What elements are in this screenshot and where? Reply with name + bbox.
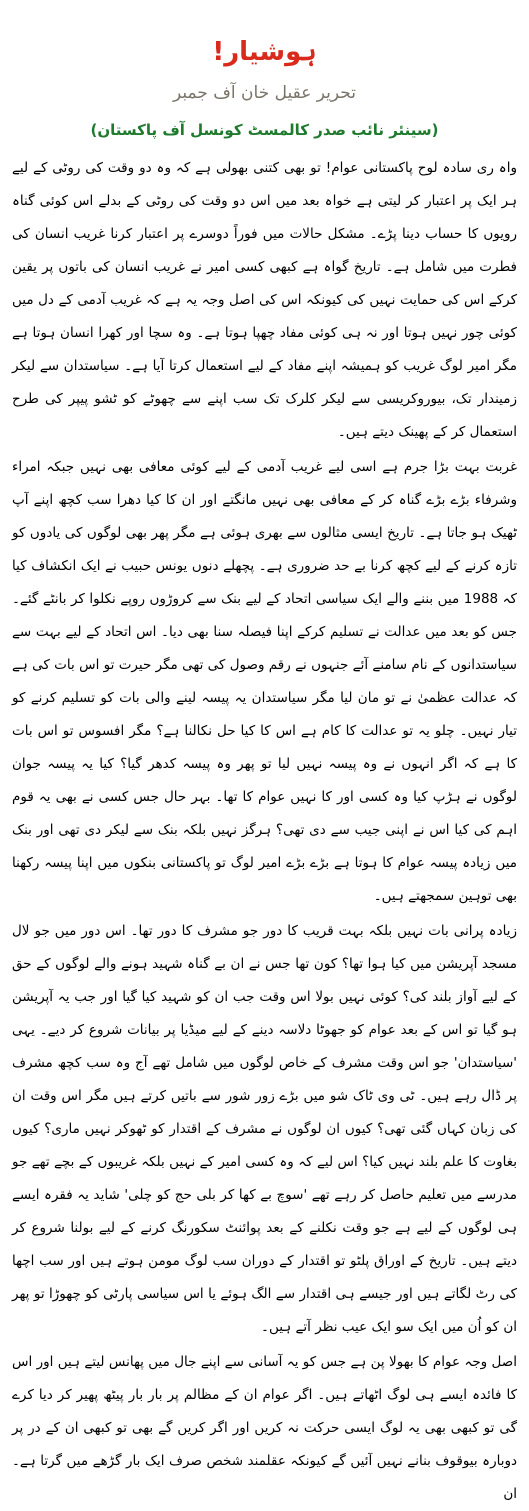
article-title: ہوشیار!	[212, 37, 317, 67]
paragraph-3: زیادہ پرانی بات نہیں بلکہ بہت قریب کا دور جو مشرف کا دور تھا۔ اس دور میں جو لال مسجد آپریشن میں کیا ہوا تھا؟ کون تھا جس نے ان بے گناہ شہید ہونے والے لوگوں کے حق کے لیے آواز بلند کی؟ کوئی نہیں بولا اس وقت جب ان کو شہید کیا گیا اور جب یہ آپریشن ہو گیا تو اس کے بعد عوام کو جھوٹا دلاسہ دینے کے لیے میڈیا پر بیانات شروع کر دیے۔ یہی 'سیاستدان' جو اس وقت مشرف کے خاص لوگوں میں شامل تھے آج وہ سب کچھ مشرف پر ڈال رہے ہیں۔ ٹی وی ٹاک شو میں بڑے زور شور سے باتیں کرتے ہیں مگر اس وقت ان کی زبان کہاں گئی تھی؟ کیوں ان لوگوں نے مشرف کے اقتدار کو ٹھوکر نہیں ماری؟ کیوں بغاوت کا علم بلند نہیں کیا؟ اس لیے کہ وہ کسی امیر کے نہیں بلکہ غریبوں کے بچے تھے جو مدرسے میں تعلیم حاصل کر رہے تھے 'سوچ بے کھا کر بلی حج کو چلی' شاید یہ فقرہ ایسے ہی لوگوں کے لیے ہے جو وقت نکلنے کے بعد پوائنٹ سکورنگ کرنے کے لیے بولنا شروع کر دیتے ہیں۔ تاریخ کے اوراق پلٹو تو اقتدار کے دوران سب لوگ مومن ہوتے ہیں اور سب اچھا کی رٹ لگاتے ہیں اور جیسے ہی اقتدار سے الگ ہوئے یا اس سیاسی پارٹی کو چھوڑا تو پھر ان کو اُن میں ایک سو ایک عیب نظر آتے ہیں۔	[12, 923, 517, 1335]
paragraph-1: واہ ری سادہ لوح پاکستانی عوام! تو بھی کتنی بھولی ہے کہ وہ دو وقت کی روٹی کے لیے ہر ایک پر اعتبار کر لیتی ہے خواہ بعد میں اس دو وقت کی روٹی کے بدلے اس کوئی گناہ رویوں کا حساب دینا پڑے۔ مشکل حالات میں فوراً دوسرے پر اعتبار کرنا غریب انسان کی فطرت میں شامل ہے۔ تاریخ گواہ ہے کبھی کسی امیر نے غریب انسان کی باتوں پر یقین کرکے اس کی حمایت نہیں کی کیونکہ اس کی اصل وجہ یہ ہے کہ غریب آدمی کے دل میں کوئی چور نہیں ہوتا اور نہ ہی کوئی مفاد چھپا ہوتا ہے۔ وہ سچا اور کھرا انسان ہوتا ہے مگر امیر لوگ غریب کو ہمیشہ اپنے مفاد کے لیے استعمال کرتا آیا ہے۔ سیاستدان سے لیکر زمیندار تک، بیوروکریسی سے لیکر کلرک تک سب اپنے سے چھوٹے کو ٹشو پیپر کی طرح استعمال کر کے پھینک دیتے ہیں۔	[12, 160, 517, 440]
paragraph-2: غربت بہت بڑا جرم ہے اسی لیے غریب آدمی کے لیے کوئی معافی بھی نہیں جبکہ امراء وشرفاء بڑے بڑے گناہ کر کے معافی بھی نہیں مانگتے اور ان کا کیا دھرا سب کچھ اپنے آپ ٹھیک ہو جاتا ہے۔ تاریخ ایسی مثالوں سے بھری ہوئی ہے مگر پھر بھی لوگوں کی یادوں کو تازہ کرنے کے لیے کچھ کرنا بے حد ضروری ہے۔ پچھلے دنوں یونس حبیب نے ایک انکشاف کیا کہ 1988 میں بننے والے ایک سیاسی اتحاد کے لیے بنک سے کروڑوں روپے نکلوا کر بانٹے گئے۔ جس کو بعد میں عدالت نے تسلیم کرکے اپنا فیصلہ سنا بھی دیا۔ اس اتحاد کے لیے بہت سے سیاستدانوں کے نام سامنے آئے جنہوں نے رقم وصول کی تھی مگر حیرت تو اس بات کی ہے کہ عدالت عظمیٰ نے تو مان لیا مگر سیاستدان یہ پیسہ لینے والی بات کو تسلیم کرنے کو تیار نہیں۔ چلو یہ تو عدالت کا کام ہے اس کا کیا حل نکالنا ہے؟ مگر افسوس تو اس بات کا ہے کہ اگر انہوں نے وہ پیسہ نہیں لیا تو پھر وہ پیسہ کدھر گیا؟ کیا یہ پیسہ جوان لوگوں نے ہڑپ کیا وہ کسی اور کا نہیں عوام کا تھا۔ بہر حال جس کسی نے بھی یہ قوم اہم کی کیا اس نے اپنی جیب سے دی تھی؟ ہرگز نہیں بلکہ بنک سے لیکر دی تھی اور بنک میں زیادہ پیسہ عوام کا ہوتا ہے بڑے بڑے امیر لوگ تو پاکستانی بنکوں میں اپنا پیسہ رکھنا بھی توہین سمجھتے ہیں۔	[12, 459, 517, 904]
article-subtitle: (سینئر نائب صدر کالمسٹ کونسل آف پاکستان)	[90, 121, 439, 139]
article-byline: تحریر عقیل خان آف جمبر	[173, 83, 356, 103]
article-body	[12, 152, 517, 1511]
paragraph-4: اصل وجہ عوام کا بھولا پن ہے جس کو یہ آسانی سے اپنے جال میں پھانس لیتے ہیں اور اس کا فائدہ ایسے ہی لوگ اٹھاتے ہیں۔ اگر عوام ان کے مظالم پر بار بار پیٹھ پھیر کر دیا کرے گی تو کبھی بھی یہ لوگ ایسی حرکت نہ کریں اور اگر کریں گے بھی تو کبھی ان کے در پر دوبارہ بیوقوف بنانے نہیں آئیں گے کیونکہ عقلمند شخص صرف ایک بار گڑھے میں گرتا ہے۔ ان	[12, 1354, 517, 1502]
